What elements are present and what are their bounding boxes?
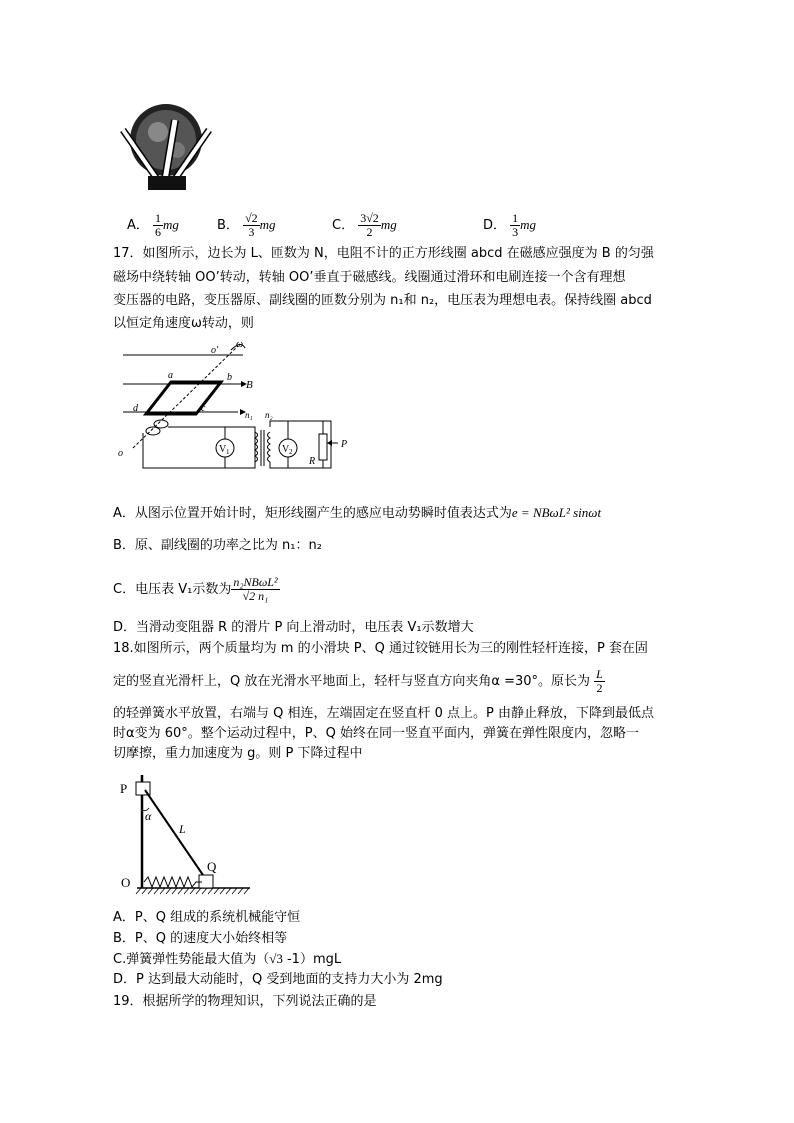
q18-stem-line-1: 18.如图所示，两个质量均为 m 的小滑块 P、Q 通过铰链用长为三的刚性轻杆连接，P 套在固 (113, 641, 648, 656)
q17-option-b: B．原、副线圈的功率之比为 n₁：n₂ (113, 538, 322, 553)
svg-text:P: P (341, 439, 348, 450)
svg-text:V: V (219, 444, 227, 455)
q19-stem: 19．根据所学的物理知识，下列说法正确的是 (113, 994, 377, 1009)
q17-circuit-figure (113, 338, 363, 473)
q16-option-b: B． $\frac{√2}{3}$ mg (217, 211, 276, 239)
svg-text:n₁: n₁ (245, 410, 253, 420)
svg-text:b: b (227, 372, 232, 383)
q16-option-d: D． $\frac{1}{3}$ mg (483, 211, 537, 239)
svg-text:d: d (133, 403, 138, 414)
q18-spring-figure (115, 775, 255, 905)
q18-stem-line-5: 切摩擦，重力加速度为 g。则 P 下降过程中 (113, 746, 363, 761)
svg-text:n₂: n₂ (265, 410, 273, 420)
q18-option-b: B．P、Q 的速度大小始终相等 (113, 931, 288, 946)
svg-text:c: c (201, 403, 206, 414)
q16-figure (113, 100, 218, 192)
svg-text:P: P (120, 781, 128, 796)
q18-stem-line-3: 的轻弹簧水平放置，右端与 Q 相连，左端固定在竖直杆 0 点上。P 由静止释放，下降到最低点 (113, 706, 655, 721)
q16-option-c: C． $\frac{3√2}{2}$ mg (332, 211, 397, 239)
svg-text:L: L (179, 822, 186, 836)
q16-option-a: A． $\frac{1}{6}$ mg (127, 211, 179, 239)
q18-option-a: A．P、Q 组成的系统机械能守恒 (113, 910, 301, 925)
q17-stem-line-3: 变压器的电路，变压器原、副线圈的匝数分别为 n₁和 n₂，电压表为理想电表。保持线圈 abcd (113, 293, 652, 308)
q17-stem-line-1: 17．如图所示，边长为 L、匝数为 N，电阻不计的正方形线圈 abcd 在磁感应强度为 B 的匀强 (113, 246, 654, 261)
q17-stem-line-4: 以恒定角速度ω转动，则 (113, 316, 254, 331)
svg-text:B: B (246, 379, 253, 391)
svg-text:2: 2 (289, 448, 293, 456)
q17-option-a: A．从图示位置开始计时，矩形线圈产生的感应电动势瞬时值表达式为e = NBωL² sinωt (113, 505, 602, 521)
q18-stem-line-2: 定的竖直光滑杆上，Q 放在光滑水平地面上，轻杆与竖直方向夹角α =30°。原长为 $\frac{L}{2}$ (113, 667, 603, 695)
q17-option-d: D．当滑动变阻器 R 的滑片 P 向上滑动时，电压表 V₁示数增大 (113, 620, 474, 635)
svg-text:V: V (282, 444, 290, 455)
svg-text:1: 1 (226, 448, 230, 456)
svg-text:α: α (145, 809, 152, 823)
q18-option-d: D．P 达到最大动能时，Q 受到地面的支持力大小为 2mg (113, 972, 443, 987)
q17-option-c: C．电压表 V₁示数为 $\frac{\text{n₂NBωL²}}{\text{√2 n₁}}$ (113, 575, 278, 603)
q18-option-c: C.弹簧弹性势能最大值为（√3 -1）mgL (113, 951, 342, 967)
svg-text:R: R (309, 456, 316, 467)
svg-text:Q: Q (207, 859, 217, 874)
svg-text:o: o (118, 448, 123, 459)
q17-stem-line-2: 磁场中绕转轴 OO’转动，转轴 OO’垂直于磁感线。线圈通过滑环和电刷连接一个含有理想 (113, 270, 626, 285)
svg-text:o': o' (211, 345, 219, 356)
q18-stem-line-4: 时α变为 60°。整个运动过程中，P、Q 始终在同一竖直平面内，弹簧在弹性限度内，忽略一 (113, 726, 639, 741)
svg-text:ω: ω (236, 339, 244, 350)
svg-text:a: a (168, 370, 173, 381)
svg-text:O: O (121, 875, 131, 890)
